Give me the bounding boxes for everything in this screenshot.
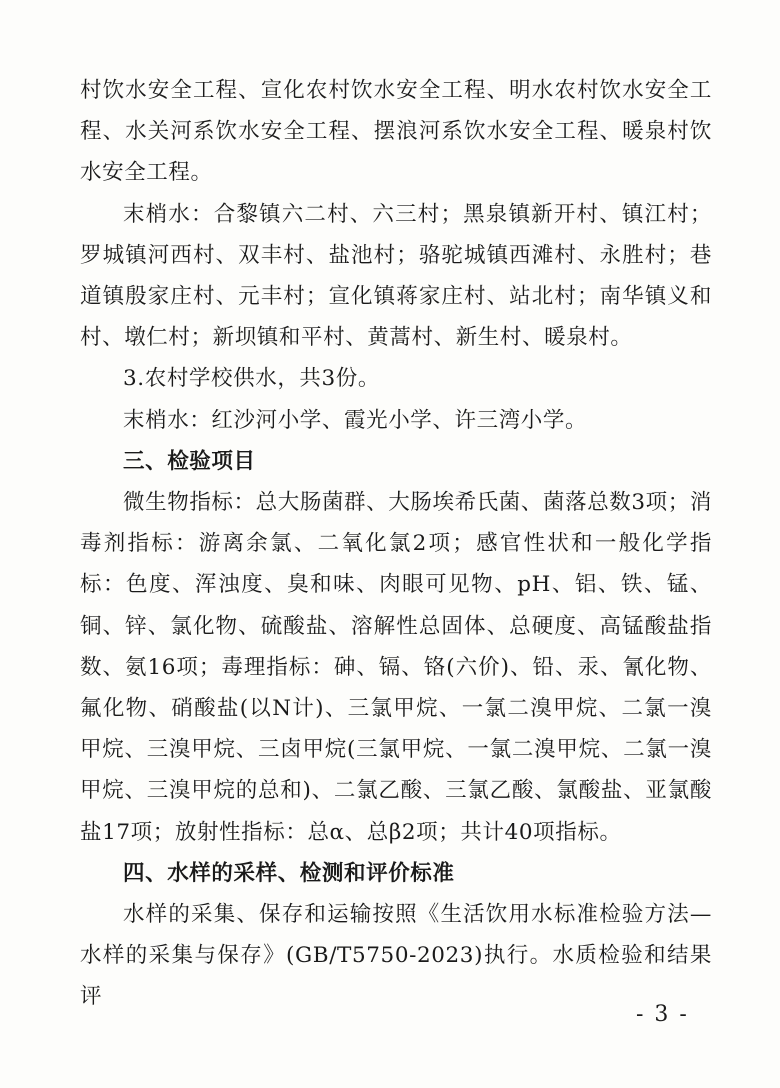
paragraph-project-list-continued: 村饮水安全工程、宣化农村饮水安全工程、明水农村饮水安全工程、水关河系饮水安全工程、摆浪河系饮水安全工程、暖泉村饮水安全工程。 [80,78,712,186]
page-number: - 3 - [636,1002,689,1027]
paragraph-inspection-indicators: 微生物指标：总大肠菌群、大肠埃希氏菌、菌落总数3项；消毒剂指标：游离余氯、二氧化氯2项；感官性状和一般化学指标：色度、浑浊度、臭和味、肉眼可见物、pH、铝、铁、锰、铜、锌、氯化物、硫酸盐、溶解性总固体、总硬度、高锰酸盐指数、氨16项；毒理指标：砷、镉、铬(六价)、铅、汞、氰化物、氟化物、硝酸盐(以N计)、三氯甲烷、一氯二溴甲烷、二氯一溴甲烷、三溴甲烷、三卤甲烷(三氯甲烷、一氯二溴甲烷、二氯一溴甲烷、三溴甲烷的总和)、二氯乙酸、三氯乙酸、氯酸盐、亚氯酸盐17项；放射性指标：总α、总β2项；共计40项指标。 [80,490,712,845]
paragraph-end-water-villages: 末梢水：合黎镇六二村、六三村；黑泉镇新开村、镇江村；罗城镇河西村、双丰村、盐池村；骆驼城镇西滩村、永胜村；巷道镇殷家庄村、元丰村；宣化镇蒋家庄村、站北村；南华镇义和村、墩仁村；新坝镇和平村、黄蒿村、新生村、暖泉村。 [80,201,712,351]
paragraph-sampling-method: 水样的采集、保存和运输按照《生活饮用水标准检验方法—水样的采集与保存》(GB/T5750-2023)执行。水质检验和结果评 [80,902,712,1010]
section-heading-sampling-standards: 四、水样的采样、检测和评价标准 [123,860,455,886]
section-heading-inspection-items: 三、检验项目 [123,448,256,474]
document-body [80,70,712,1018]
paragraph-school-water-supply: 3.农村学校供水，共3份。 [123,366,380,392]
paragraph-end-water-schools: 末梢水：红沙河小学、霞光小学、许三湾小学。 [123,407,588,433]
